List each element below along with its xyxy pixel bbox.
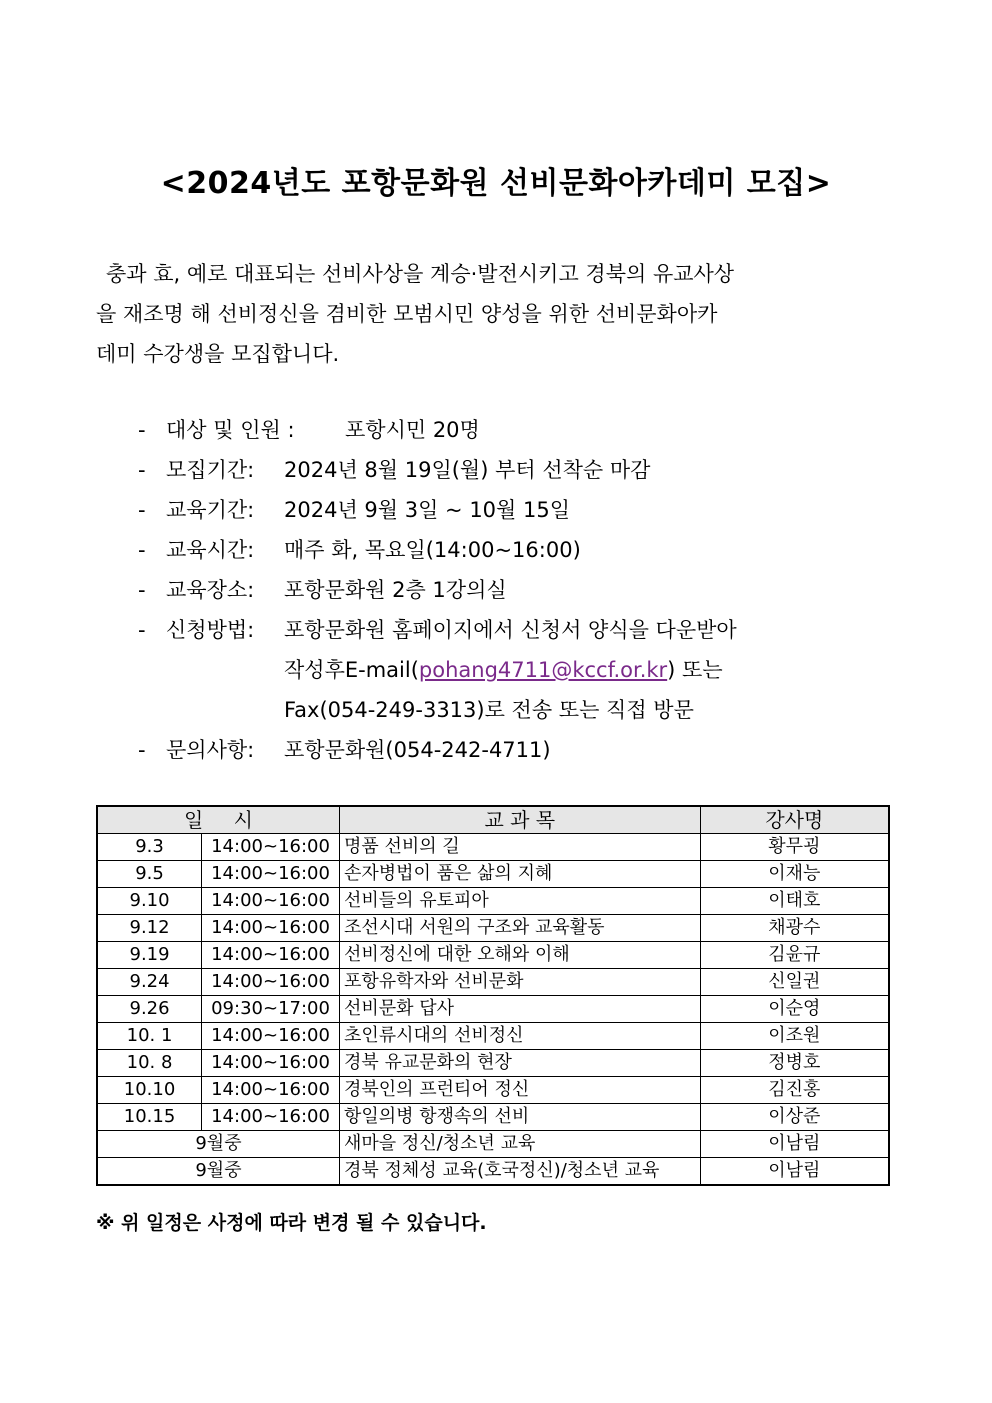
header-lecturer: 강사명 [700, 806, 889, 834]
info-label: 문의사항: [166, 738, 255, 762]
cell-subject: 새마을 정신/청소년 교육 [339, 1131, 700, 1158]
cell-date: 10.15 [97, 1104, 202, 1131]
cell-lecturer: 김진홍 [700, 1077, 889, 1104]
info-list [138, 410, 898, 770]
email-link[interactable]: pohang4711@kccf.or.kr [418, 658, 668, 682]
cell-time: 14:00~16:00 [202, 888, 340, 915]
cell-date: 9.12 [97, 915, 202, 942]
cell-subject: 초인류시대의 선비정신 [339, 1023, 700, 1050]
apply-prefix: 작성후E-mail( [284, 658, 419, 682]
bullet-dash: - [138, 578, 146, 602]
cell-lecturer: 채광수 [700, 915, 889, 942]
info-value: 포항문화원 홈페이지에서 신청서 양식을 다운받아 [284, 618, 737, 642]
cell-period: 9월중 [97, 1158, 339, 1186]
info-education-time [138, 530, 898, 570]
cell-lecturer: 이남림 [700, 1131, 889, 1158]
cell-subject: 손자병법이 품은 삶의 지혜 [339, 861, 700, 888]
cell-date: 9.10 [97, 888, 202, 915]
bullet-dash: - [138, 738, 146, 762]
cell-date: 9.24 [97, 969, 202, 996]
schedule-table [96, 805, 890, 1186]
cell-lecturer: 이태호 [700, 888, 889, 915]
cell-time: 14:00~16:00 [202, 1077, 340, 1104]
bullet-dash: - [138, 498, 146, 522]
intro-line-2: 을 재조명 해 선비정신을 겸비한 모범시민 양성을 위한 선비문화아카 [96, 302, 718, 326]
cell-date: 10.10 [97, 1077, 202, 1104]
cell-lecturer: 이조원 [700, 1023, 889, 1050]
cell-subject: 항일의병 항쟁속의 선비 [339, 1104, 700, 1131]
cell-time: 14:00~16:00 [202, 861, 340, 888]
cell-subject: 명품 선비의 길 [339, 834, 700, 861]
info-recruit-period [138, 450, 898, 490]
table-row [97, 942, 889, 969]
bullet-dash: - [138, 418, 146, 442]
bullet-dash: - [138, 538, 146, 562]
cell-date: 9.5 [97, 861, 202, 888]
intro-line-1: 충과 효, 예로 대표되는 선비사상을 계승·발전시키고 경북의 유교사상 [106, 262, 735, 286]
cell-time: 09:30~17:00 [202, 996, 340, 1023]
apply-suffix: ) 또는 [667, 658, 723, 682]
apply-email-text [284, 650, 723, 690]
info-target [138, 410, 898, 450]
info-label: 대상 및 인원 : [166, 418, 295, 442]
info-label: 신청방법: [166, 618, 255, 642]
cell-time: 14:00~16:00 [202, 915, 340, 942]
info-value: 매주 화, 목요일(14:00~16:00) [284, 538, 581, 562]
cell-subject: 선비정신에 대한 오해와 이해 [339, 942, 700, 969]
cell-lecturer: 이순영 [700, 996, 889, 1023]
cell-subject: 선비들의 유토피아 [339, 888, 700, 915]
header-subject: 교 과 목 [339, 806, 700, 834]
page-title: <2024년도 포항문화원 선비문화아카데미 모집> [160, 166, 832, 201]
cell-time: 14:00~16:00 [202, 834, 340, 861]
info-label: 교육기간: [166, 498, 255, 522]
cell-time: 14:00~16:00 [202, 1023, 340, 1050]
cell-subject: 포항유학자와 선비문화 [339, 969, 700, 996]
info-value: 포항시민 20명 [345, 418, 480, 442]
cell-date: 10. 8 [97, 1050, 202, 1077]
cell-subject: 경북인의 프런티어 정신 [339, 1077, 700, 1104]
info-apply-method [138, 610, 898, 650]
cell-time: 14:00~16:00 [202, 1104, 340, 1131]
cell-lecturer: 이상준 [700, 1104, 889, 1131]
cell-subject: 선비문화 답사 [339, 996, 700, 1023]
info-apply-fax-line [138, 690, 898, 730]
info-value: 2024년 8월 19일(월) 부터 선착순 마감 [284, 458, 651, 482]
cell-period: 9월중 [97, 1131, 339, 1158]
apply-fax-text: Fax(054-249-3313)로 전송 또는 직접 방문 [284, 698, 694, 722]
cell-date: 9.26 [97, 996, 202, 1023]
intro-paragraph [96, 254, 896, 374]
table-row [97, 888, 889, 915]
header-date: 일 시 [97, 806, 339, 834]
table-row [97, 969, 889, 996]
info-contact [138, 730, 898, 770]
table-row [97, 834, 889, 861]
info-education-period [138, 490, 898, 530]
cell-lecturer: 이남림 [700, 1158, 889, 1186]
cell-time: 14:00~16:00 [202, 969, 340, 996]
cell-subject: 경북 정체성 교육(호국정신)/청소년 교육 [339, 1158, 700, 1186]
cell-time: 14:00~16:00 [202, 1050, 340, 1077]
cell-lecturer: 정병호 [700, 1050, 889, 1077]
bullet-dash: - [138, 618, 146, 642]
table-row [97, 1077, 889, 1104]
info-education-place [138, 570, 898, 610]
schedule-note: ※ 위 일정은 사정에 따라 변경 될 수 있습니다. [96, 1212, 487, 1234]
table-row [97, 1158, 889, 1186]
table-row [97, 915, 889, 942]
cell-date: 10. 1 [97, 1023, 202, 1050]
info-value: 2024년 9월 3일 ~ 10월 15일 [284, 498, 571, 522]
info-value: 포항문화원 2층 1강의실 [284, 578, 507, 602]
intro-line-3: 데미 수강생을 모집합니다. [96, 342, 340, 366]
info-label: 교육시간: [166, 538, 255, 562]
cell-date: 9.19 [97, 942, 202, 969]
table-row [97, 996, 889, 1023]
cell-lecturer: 황무굉 [700, 834, 889, 861]
table-header-row [97, 806, 889, 834]
cell-lecturer: 신일권 [700, 969, 889, 996]
cell-lecturer: 이재능 [700, 861, 889, 888]
cell-lecturer: 김윤규 [700, 942, 889, 969]
info-apply-email-line [138, 650, 898, 690]
table-row [97, 1050, 889, 1077]
cell-subject: 조선시대 서원의 구조와 교육활동 [339, 915, 700, 942]
info-value: 포항문화원(054-242-4711) [284, 738, 551, 762]
info-label: 모집기간: [166, 458, 255, 482]
cell-subject: 경북 유교문화의 현장 [339, 1050, 700, 1077]
bullet-dash: - [138, 458, 146, 482]
info-label: 교육장소: [166, 578, 255, 602]
cell-time: 14:00~16:00 [202, 942, 340, 969]
table-row [97, 1131, 889, 1158]
table-row [97, 1104, 889, 1131]
cell-date: 9.3 [97, 834, 202, 861]
table-row [97, 1023, 889, 1050]
table-row [97, 861, 889, 888]
